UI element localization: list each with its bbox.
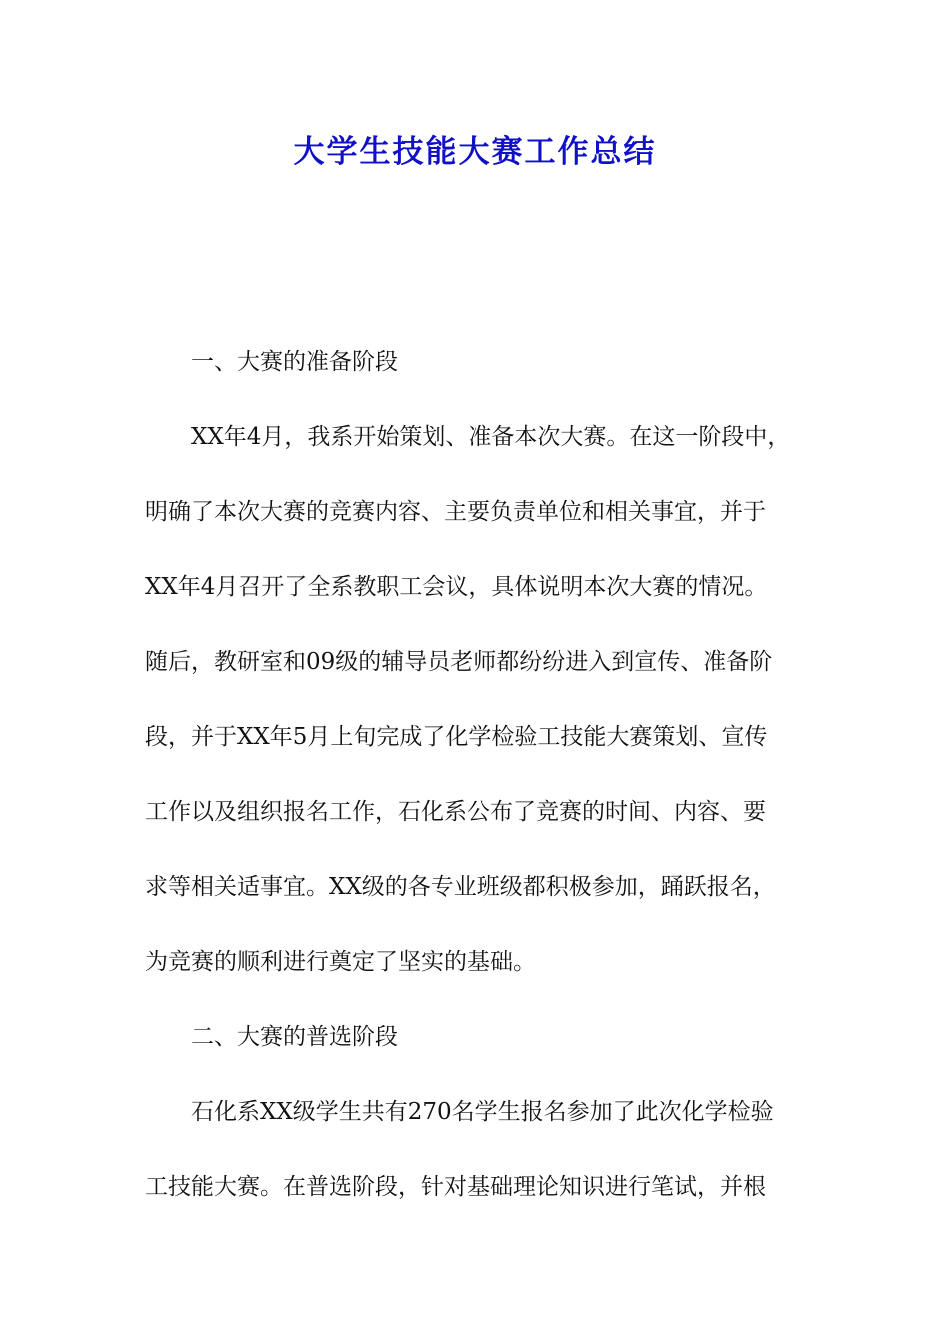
paragraph-line: 工技能大赛。在普选阶段，针对基础理论知识进行笔试，并根 xyxy=(145,1174,766,1200)
paragraph-line: 工作以及组织报名工作，石化系公布了竞赛的时间、内容、要 xyxy=(145,799,766,825)
paragraph-line: 石化系XX级学生共有270名学生报名参加了此次化学检验 xyxy=(191,1099,774,1125)
document-title: 大学生技能大赛工作总结 xyxy=(293,134,657,170)
paragraph-line: 段，并于XX年5月上旬完成了化学检验工技能大赛策划、宣传 xyxy=(145,724,768,750)
paragraph-line: 求等相关适事宜。XX级的各专业班级都积极参加，踊跃报名， xyxy=(145,874,776,900)
section-heading-preparation: 一、大赛的准备阶段 xyxy=(191,349,398,375)
paragraph-line: XX年4月召开了全系教职工会议，具体说明本次大赛的情况。 xyxy=(145,574,768,600)
document-body xyxy=(145,325,815,1225)
paragraph-line: 随后，教研室和09级的辅导员老师都纷纷进入到宣传、准备阶 xyxy=(145,649,773,675)
paragraph-line: 为竞赛的顺利进行奠定了坚实的基础。 xyxy=(145,949,536,975)
paragraph-line: XX年4月，我系开始策划、准备本次大赛。在这一阶段中， xyxy=(191,424,791,450)
paragraph-line: 明确了本次大赛的竞赛内容、主要负责单位和相关事宜，并于 xyxy=(145,499,766,525)
section-heading-selection: 二、大赛的普选阶段 xyxy=(191,1024,398,1050)
